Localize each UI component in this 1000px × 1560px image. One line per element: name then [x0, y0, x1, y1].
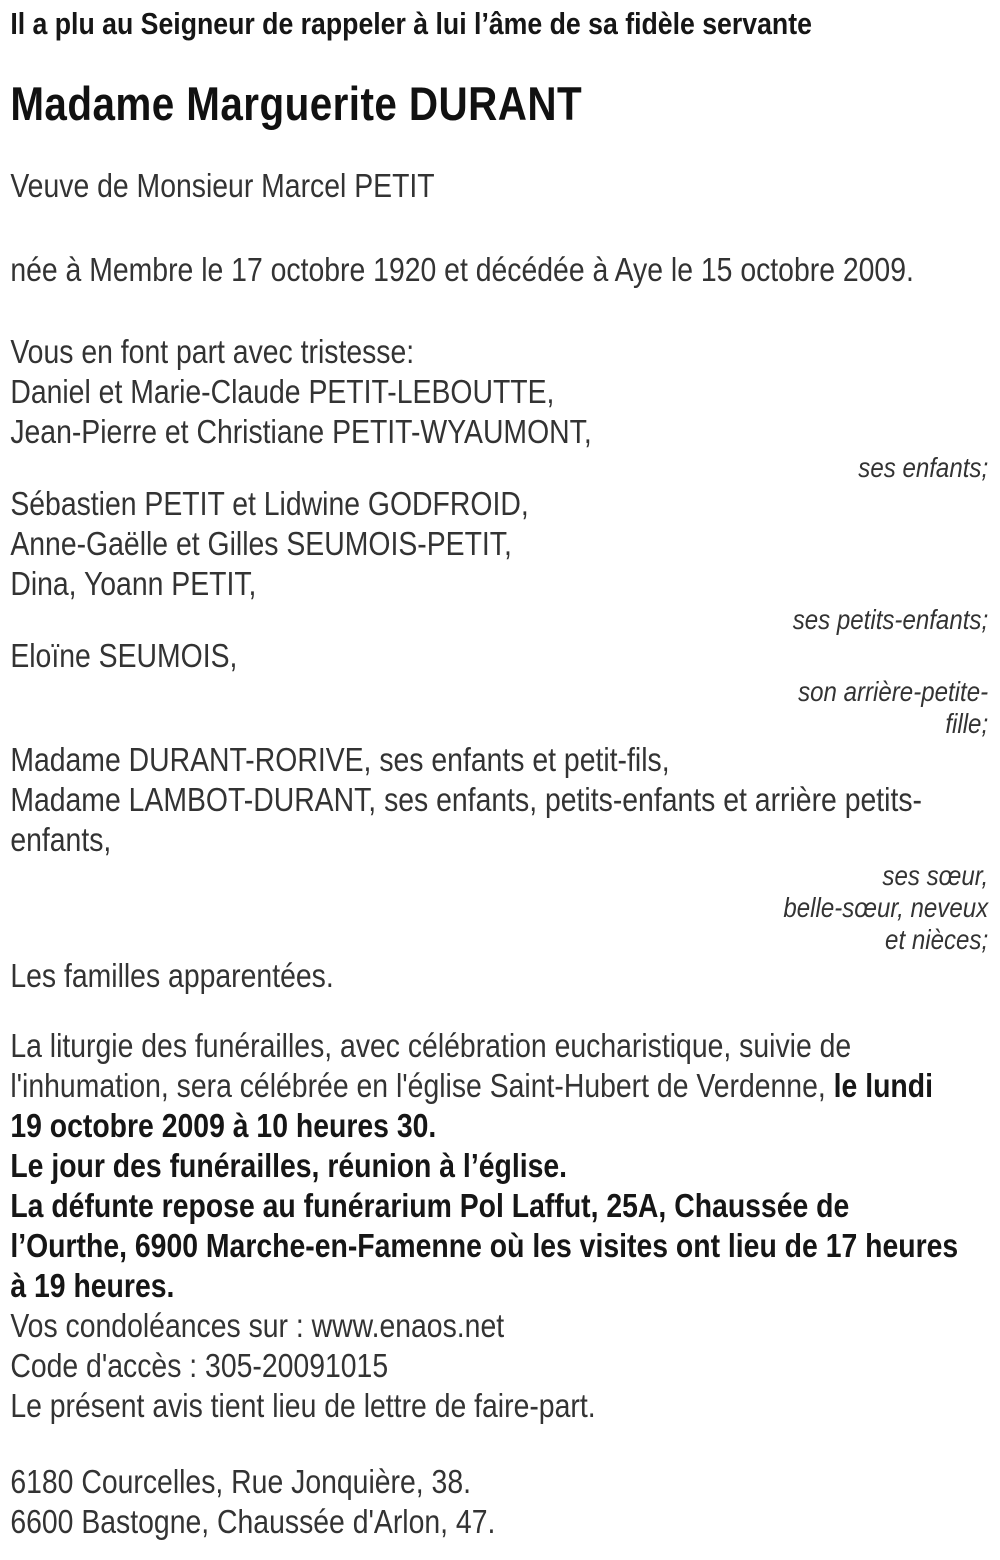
- ceremony-date-line: 19 octobre 2009 à 10 heures 30.: [10, 1107, 437, 1144]
- widow-line: Veuve de Monsieur Marcel PETIT: [10, 167, 435, 204]
- announcement-intro: Vous en font part avec tristesse:: [10, 333, 415, 370]
- ceremony-line: [10, 1066, 988, 1106]
- funerarium-line: La défunte repose au funérarium Pol Laffut, 25A, Chaussée de: [10, 1187, 850, 1224]
- relation-label: ses sœur,: [882, 860, 989, 891]
- access-code-line: Code d'accès : 305-20091015: [10, 1347, 389, 1384]
- family-member-line: Dina, Yoann PETIT,: [10, 565, 257, 602]
- family-announcement: [10, 332, 988, 996]
- family-member-line: Madame LAMBOT-DURANT, ses enfants, petits-enfants et arrière petits-: [10, 781, 922, 818]
- deceased-name: Madame Marguerite DURANT: [10, 77, 583, 130]
- relation-label: et nièces;: [885, 924, 989, 955]
- relation-label: ses enfants;: [858, 452, 989, 483]
- ceremony-meeting-line: Le jour des funérailles, réunion à l’église.: [10, 1147, 568, 1184]
- condolences-line: Vos condoléances sur : www.enaos.net: [10, 1307, 505, 1344]
- family-member-line: Daniel et Marie-Claude PETIT-LEBOUTTE,: [10, 373, 555, 410]
- birth-death-line: née à Membre le 17 octobre 1920 et décédée à Aye le 15 octobre 2009.: [10, 251, 914, 288]
- notice-line: Le présent avis tient lieu de lettre de faire-part.: [10, 1387, 596, 1424]
- ceremony-line-regular: l'inhumation, sera célébrée en l'église Saint-Hubert de Verdenne,: [10, 1067, 834, 1104]
- family-member-line: enfants,: [10, 821, 112, 858]
- ceremony-line: La liturgie des funérailles, avec célébration eucharistique, suivie de: [10, 1027, 852, 1064]
- family-member-line: Madame DURANT-RORIVE, ses enfants et petit-fils,: [10, 741, 670, 778]
- address-line: 6600 Bastogne, Chaussée d'Arlon, 47.: [10, 1503, 496, 1540]
- family-member-line: Anne-Gaëlle et Gilles SEUMOIS-PETIT,: [10, 525, 512, 562]
- addresses: [10, 1462, 988, 1542]
- address-line: 6180 Courcelles, Rue Jonquière, 38.: [10, 1463, 471, 1500]
- family-member-line: Sébastien PETIT et Lidwine GODFROID,: [10, 485, 529, 522]
- related-families-line: Les familles apparentées.: [10, 957, 334, 994]
- relation-label: son arrière-petite-: [798, 676, 989, 707]
- funerarium-line: l’Ourthe, 6900 Marche-en-Famenne où les visites ont lieu de 17 heures: [10, 1227, 959, 1264]
- ceremony-line-bold: le lundi: [833, 1067, 933, 1104]
- relation-label: ses petits-enfants;: [792, 604, 989, 635]
- ceremony-details: [10, 1026, 988, 1426]
- relation-label: belle-sœur, neveux: [783, 892, 989, 923]
- family-member-line: Jean-Pierre et Christiane PETIT-WYAUMONT,: [10, 413, 592, 450]
- intro-line: Il a plu au Seigneur de rappeler à lui l’âme de sa fidèle servante: [10, 6, 812, 41]
- funerarium-line: à 19 heures.: [10, 1267, 175, 1304]
- family-member-line: Eloïne SEUMOIS,: [10, 637, 238, 674]
- relation-label: fille;: [945, 708, 989, 739]
